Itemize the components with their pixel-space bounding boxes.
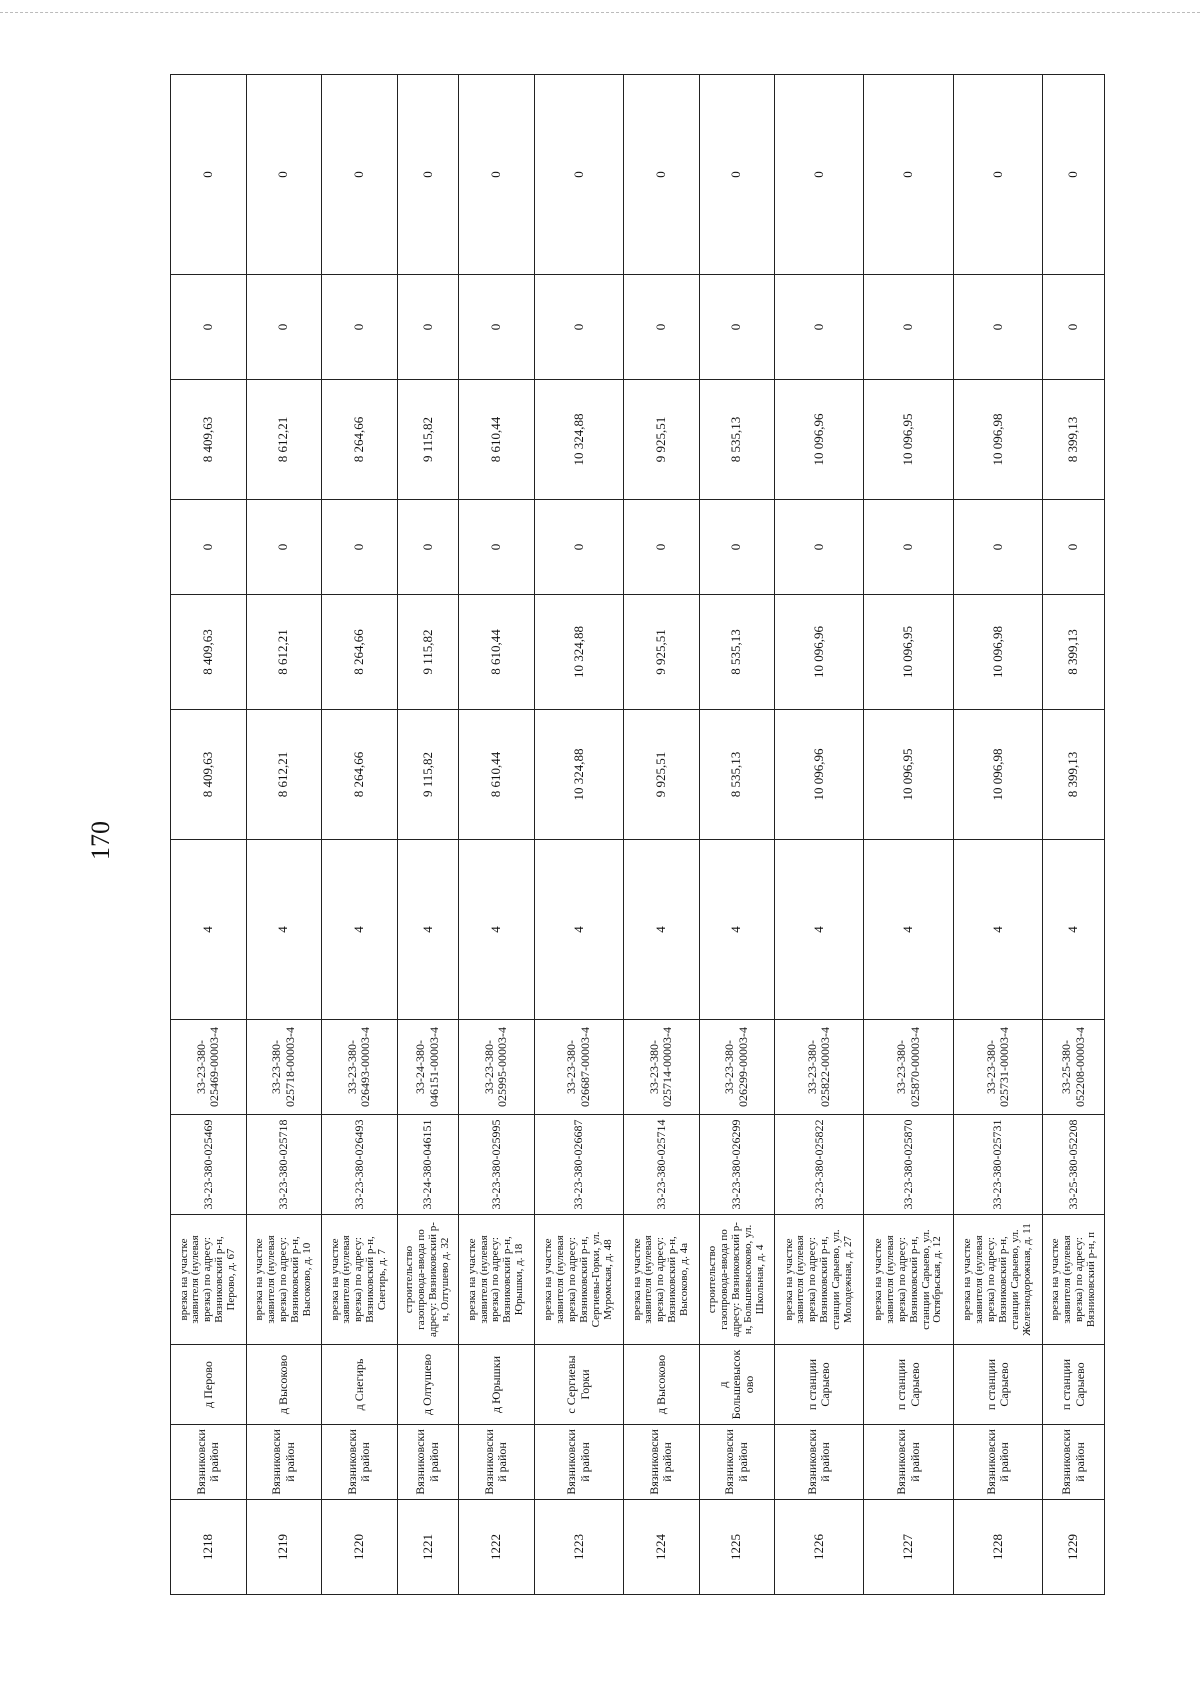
table-row [624, 75, 700, 1595]
amount-cell-1: 8 399,13 [1043, 710, 1105, 840]
amount-cell-5: 0 [171, 275, 247, 380]
amount-cell-3: 0 [699, 500, 775, 595]
table-row [322, 75, 398, 1595]
category-cell: 4 [171, 840, 247, 1020]
category-cell: 4 [699, 840, 775, 1020]
amount-cell-5: 0 [459, 275, 535, 380]
amount-cell-6: 0 [624, 75, 700, 275]
description-cell: врезка на участке заявителя (нулевая врезка) по адресу: Вязниковский р-н, станции Сарыево, ул. Молодежная, д. 27 [775, 1215, 864, 1345]
amount-cell-4: 9 115,82 [397, 380, 459, 500]
locality-cell: п станции Сарыево [775, 1345, 864, 1425]
amount-cell-5: 0 [864, 275, 953, 380]
amount-cell-4: 10 096,95 [864, 380, 953, 500]
district-cell: Вязниковский район [534, 1425, 623, 1500]
row-number-cell: 1226 [775, 1500, 864, 1595]
amount-cell-1: 8 264,66 [322, 710, 398, 840]
amount-cell-2: 8 610,44 [459, 595, 535, 710]
category-cell: 4 [953, 840, 1042, 1020]
full-code-cell: 33-23-380-025870-00003-4 [864, 1020, 953, 1115]
amount-cell-5: 0 [534, 275, 623, 380]
amount-cell-2: 10 096,95 [864, 595, 953, 710]
amount-cell-6: 0 [246, 75, 322, 275]
amount-cell-2: 8 264,66 [322, 595, 398, 710]
locality-cell: п станции Сарыево [1043, 1345, 1105, 1425]
code-cell: 33-23-380-026299 [699, 1115, 775, 1215]
locality-cell: п станции Сарыево [953, 1345, 1042, 1425]
full-code-cell: 33-23-380-025731-00003-4 [953, 1020, 1042, 1115]
amount-cell-4: 9 925,51 [624, 380, 700, 500]
row-number-cell: 1228 [953, 1500, 1042, 1595]
amount-cell-4: 8 535,13 [699, 380, 775, 500]
amount-cell-2: 10 324,88 [534, 595, 623, 710]
table-row [699, 75, 775, 1595]
category-cell: 4 [534, 840, 623, 1020]
code-cell: 33-23-380-026493 [322, 1115, 398, 1215]
district-cell: Вязниковский район [459, 1425, 535, 1500]
amount-cell-4: 10 324,88 [534, 380, 623, 500]
amount-cell-5: 0 [397, 275, 459, 380]
amount-cell-4: 8 610,44 [459, 380, 535, 500]
row-number-cell: 1229 [1043, 1500, 1105, 1595]
district-cell: Вязниковский район [322, 1425, 398, 1500]
amount-cell-2: 10 096,98 [953, 595, 1042, 710]
table-row [246, 75, 322, 1595]
district-cell: Вязниковский район [246, 1425, 322, 1500]
locality-cell: д Высоково [246, 1345, 322, 1425]
amount-cell-3: 0 [775, 500, 864, 595]
description-cell: врезка на участке заявителя (нулевая врезка) по адресу: Вязниковский р-н, п [1043, 1215, 1105, 1345]
full-code-cell: 33-23-380-026493-00003-4 [322, 1020, 398, 1115]
table-body [171, 75, 1105, 1595]
amount-cell-1: 8 409,63 [171, 710, 247, 840]
amount-cell-3: 0 [534, 500, 623, 595]
description-cell: врезка на участке заявителя (нулевая врезка) по адресу: Вязниковский р-н, Высоково, д. 10 [246, 1215, 322, 1345]
amount-cell-3: 0 [397, 500, 459, 595]
category-cell: 4 [1043, 840, 1105, 1020]
table-row [775, 75, 864, 1595]
table-row [953, 75, 1042, 1595]
row-number-cell: 1221 [397, 1500, 459, 1595]
code-cell: 33-23-380-026687 [534, 1115, 623, 1215]
amount-cell-6: 0 [864, 75, 953, 275]
row-number-cell: 1225 [699, 1500, 775, 1595]
amount-cell-2: 10 096,96 [775, 595, 864, 710]
amount-cell-5: 0 [624, 275, 700, 380]
code-cell: 33-23-380-025731 [953, 1115, 1042, 1215]
row-number-cell: 1227 [864, 1500, 953, 1595]
code-cell: 33-23-380-025469 [171, 1115, 247, 1215]
full-code-cell: 33-23-380-026687-00003-4 [534, 1020, 623, 1115]
amount-cell-6: 0 [397, 75, 459, 275]
amount-cell-6: 0 [534, 75, 623, 275]
amount-cell-6: 0 [953, 75, 1042, 275]
description-cell: врезка на участке заявителя (нулевая врезка) по адресу: Вязниковский р-н, Высоково, д. 4а [624, 1215, 700, 1345]
district-cell: Вязниковский район [1043, 1425, 1105, 1500]
amount-cell-5: 0 [699, 275, 775, 380]
description-cell: строительство газопровода-ввода по адресу: Вязниковский р-н, Олтушево д. 32 [397, 1215, 459, 1345]
amount-cell-5: 0 [322, 275, 398, 380]
amount-cell-3: 0 [246, 500, 322, 595]
locality-cell: п станции Сарыево [864, 1345, 953, 1425]
amount-cell-2: 9 115,82 [397, 595, 459, 710]
district-cell: Вязниковский район [775, 1425, 864, 1500]
locality-cell: д Большевысоково [699, 1345, 775, 1425]
amount-cell-1: 9 115,82 [397, 710, 459, 840]
locality-cell: д Высоково [624, 1345, 700, 1425]
category-cell: 4 [246, 840, 322, 1020]
row-number-cell: 1224 [624, 1500, 700, 1595]
amount-cell-6: 0 [1043, 75, 1105, 275]
full-code-cell: 33-23-380-026299-00003-4 [699, 1020, 775, 1115]
code-cell: 33-24-380-046151 [397, 1115, 459, 1215]
table-row [171, 75, 247, 1595]
amount-cell-3: 0 [171, 500, 247, 595]
amount-cell-1: 10 096,95 [864, 710, 953, 840]
amount-cell-1: 8 610,44 [459, 710, 535, 840]
rotated-table-container [170, 75, 1105, 1595]
category-cell: 4 [397, 840, 459, 1020]
amount-cell-3: 0 [624, 500, 700, 595]
full-code-cell: 33-23-380-025995-00003-4 [459, 1020, 535, 1115]
amount-cell-5: 0 [953, 275, 1042, 380]
amount-cell-4: 10 096,98 [953, 380, 1042, 500]
amount-cell-4: 8 399,13 [1043, 380, 1105, 500]
code-cell: 33-23-380-025870 [864, 1115, 953, 1215]
locality-cell: д Юрышки [459, 1345, 535, 1425]
description-cell: врезка на участке заявителя (нулевая врезка) по адресу: Вязниковский р-н, Перово, д. 67 [171, 1215, 247, 1345]
description-cell: врезка на участке заявителя (нулевая врезка) по адресу: Вязниковский р-н, станции Сарыево, ул. Октябрьская, д. 12 [864, 1215, 953, 1345]
data-table [170, 74, 1105, 1595]
amount-cell-2: 8 399,13 [1043, 595, 1105, 710]
amount-cell-1: 10 096,96 [775, 710, 864, 840]
code-cell: 33-23-380-025718 [246, 1115, 322, 1215]
full-code-cell: 33-23-380-025718-00003-4 [246, 1020, 322, 1115]
amount-cell-1: 8 535,13 [699, 710, 775, 840]
amount-cell-6: 0 [459, 75, 535, 275]
full-code-cell: 33-23-380-025714-00003-4 [624, 1020, 700, 1115]
category-cell: 4 [459, 840, 535, 1020]
code-cell: 33-23-380-025714 [624, 1115, 700, 1215]
amount-cell-1: 8 612,21 [246, 710, 322, 840]
table-row [459, 75, 535, 1595]
amount-cell-3: 0 [322, 500, 398, 595]
category-cell: 4 [864, 840, 953, 1020]
amount-cell-4: 10 096,96 [775, 380, 864, 500]
amount-cell-3: 0 [864, 500, 953, 595]
amount-cell-2: 9 925,51 [624, 595, 700, 710]
amount-cell-6: 0 [322, 75, 398, 275]
amount-cell-6: 0 [171, 75, 247, 275]
locality-cell: с Сергиевы Горки [534, 1345, 623, 1425]
amount-cell-6: 0 [775, 75, 864, 275]
table-row [864, 75, 953, 1595]
amount-cell-5: 0 [1043, 275, 1105, 380]
locality-cell: д Снегирь [322, 1345, 398, 1425]
category-cell: 4 [775, 840, 864, 1020]
locality-cell: д Олтушево [397, 1345, 459, 1425]
category-cell: 4 [624, 840, 700, 1020]
category-cell: 4 [322, 840, 398, 1020]
district-cell: Вязниковский район [699, 1425, 775, 1500]
full-code-cell: 33-23-380-025469-00003-4 [171, 1020, 247, 1115]
row-number-cell: 1219 [246, 1500, 322, 1595]
description-cell: врезка на участке заявителя (нулевая врезка) по адресу: Вязниковский р-н, Снегирь, д. 7 [322, 1215, 398, 1345]
amount-cell-2: 8 409,63 [171, 595, 247, 710]
amount-cell-3: 0 [1043, 500, 1105, 595]
table-row [534, 75, 623, 1595]
row-number-cell: 1220 [322, 1500, 398, 1595]
amount-cell-2: 8 535,13 [699, 595, 775, 710]
amount-cell-4: 8 264,66 [322, 380, 398, 500]
amount-cell-3: 0 [953, 500, 1042, 595]
description-cell: врезка на участке заявителя (нулевая врезка) по адресу: Вязниковский р-н, Юрышки, д. 18 [459, 1215, 535, 1345]
amount-cell-1: 10 096,98 [953, 710, 1042, 840]
description-cell: строительство газопровода-ввода по адресу: Вязниковский р-н, Большевысоково, ул. Школьная, д. 4 [699, 1215, 775, 1345]
row-number-cell: 1218 [171, 1500, 247, 1595]
row-number-cell: 1222 [459, 1500, 535, 1595]
scan-edge-line [0, 12, 1200, 13]
amount-cell-4: 8 409,63 [171, 380, 247, 500]
district-cell: Вязниковский район [953, 1425, 1042, 1500]
row-number-cell: 1223 [534, 1500, 623, 1595]
table-row [397, 75, 459, 1595]
amount-cell-2: 8 612,21 [246, 595, 322, 710]
amount-cell-3: 0 [459, 500, 535, 595]
description-cell: врезка на участке заявителя (нулевая врезка) по адресу: Вязниковский р-н, станции Сарыево, ул. Железнодорожная, д. 11 [953, 1215, 1042, 1345]
amount-cell-5: 0 [246, 275, 322, 380]
amount-cell-4: 8 612,21 [246, 380, 322, 500]
district-cell: Вязниковский район [397, 1425, 459, 1500]
full-code-cell: 33-23-380-025822-00003-4 [775, 1020, 864, 1115]
full-code-cell: 33-25-380-052208-00003-4 [1043, 1020, 1105, 1115]
page-number: 170 [86, 821, 115, 860]
code-cell: 33-23-380-025822 [775, 1115, 864, 1215]
locality-cell: д Перово [171, 1345, 247, 1425]
amount-cell-1: 9 925,51 [624, 710, 700, 840]
table-row [1043, 75, 1105, 1595]
district-cell: Вязниковский район [864, 1425, 953, 1500]
code-cell: 33-25-380-052208 [1043, 1115, 1105, 1215]
amount-cell-1: 10 324,88 [534, 710, 623, 840]
district-cell: Вязниковский район [171, 1425, 247, 1500]
amount-cell-6: 0 [699, 75, 775, 275]
code-cell: 33-23-380-025995 [459, 1115, 535, 1215]
district-cell: Вязниковский район [624, 1425, 700, 1500]
amount-cell-5: 0 [775, 275, 864, 380]
full-code-cell: 33-24-380-046151-00003-4 [397, 1020, 459, 1115]
description-cell: врезка на участке заявителя (нулевая врезка) по адресу: Вязниковский р-н, Сергиевы-Горки, ул. Муромская, д. 48 [534, 1215, 623, 1345]
